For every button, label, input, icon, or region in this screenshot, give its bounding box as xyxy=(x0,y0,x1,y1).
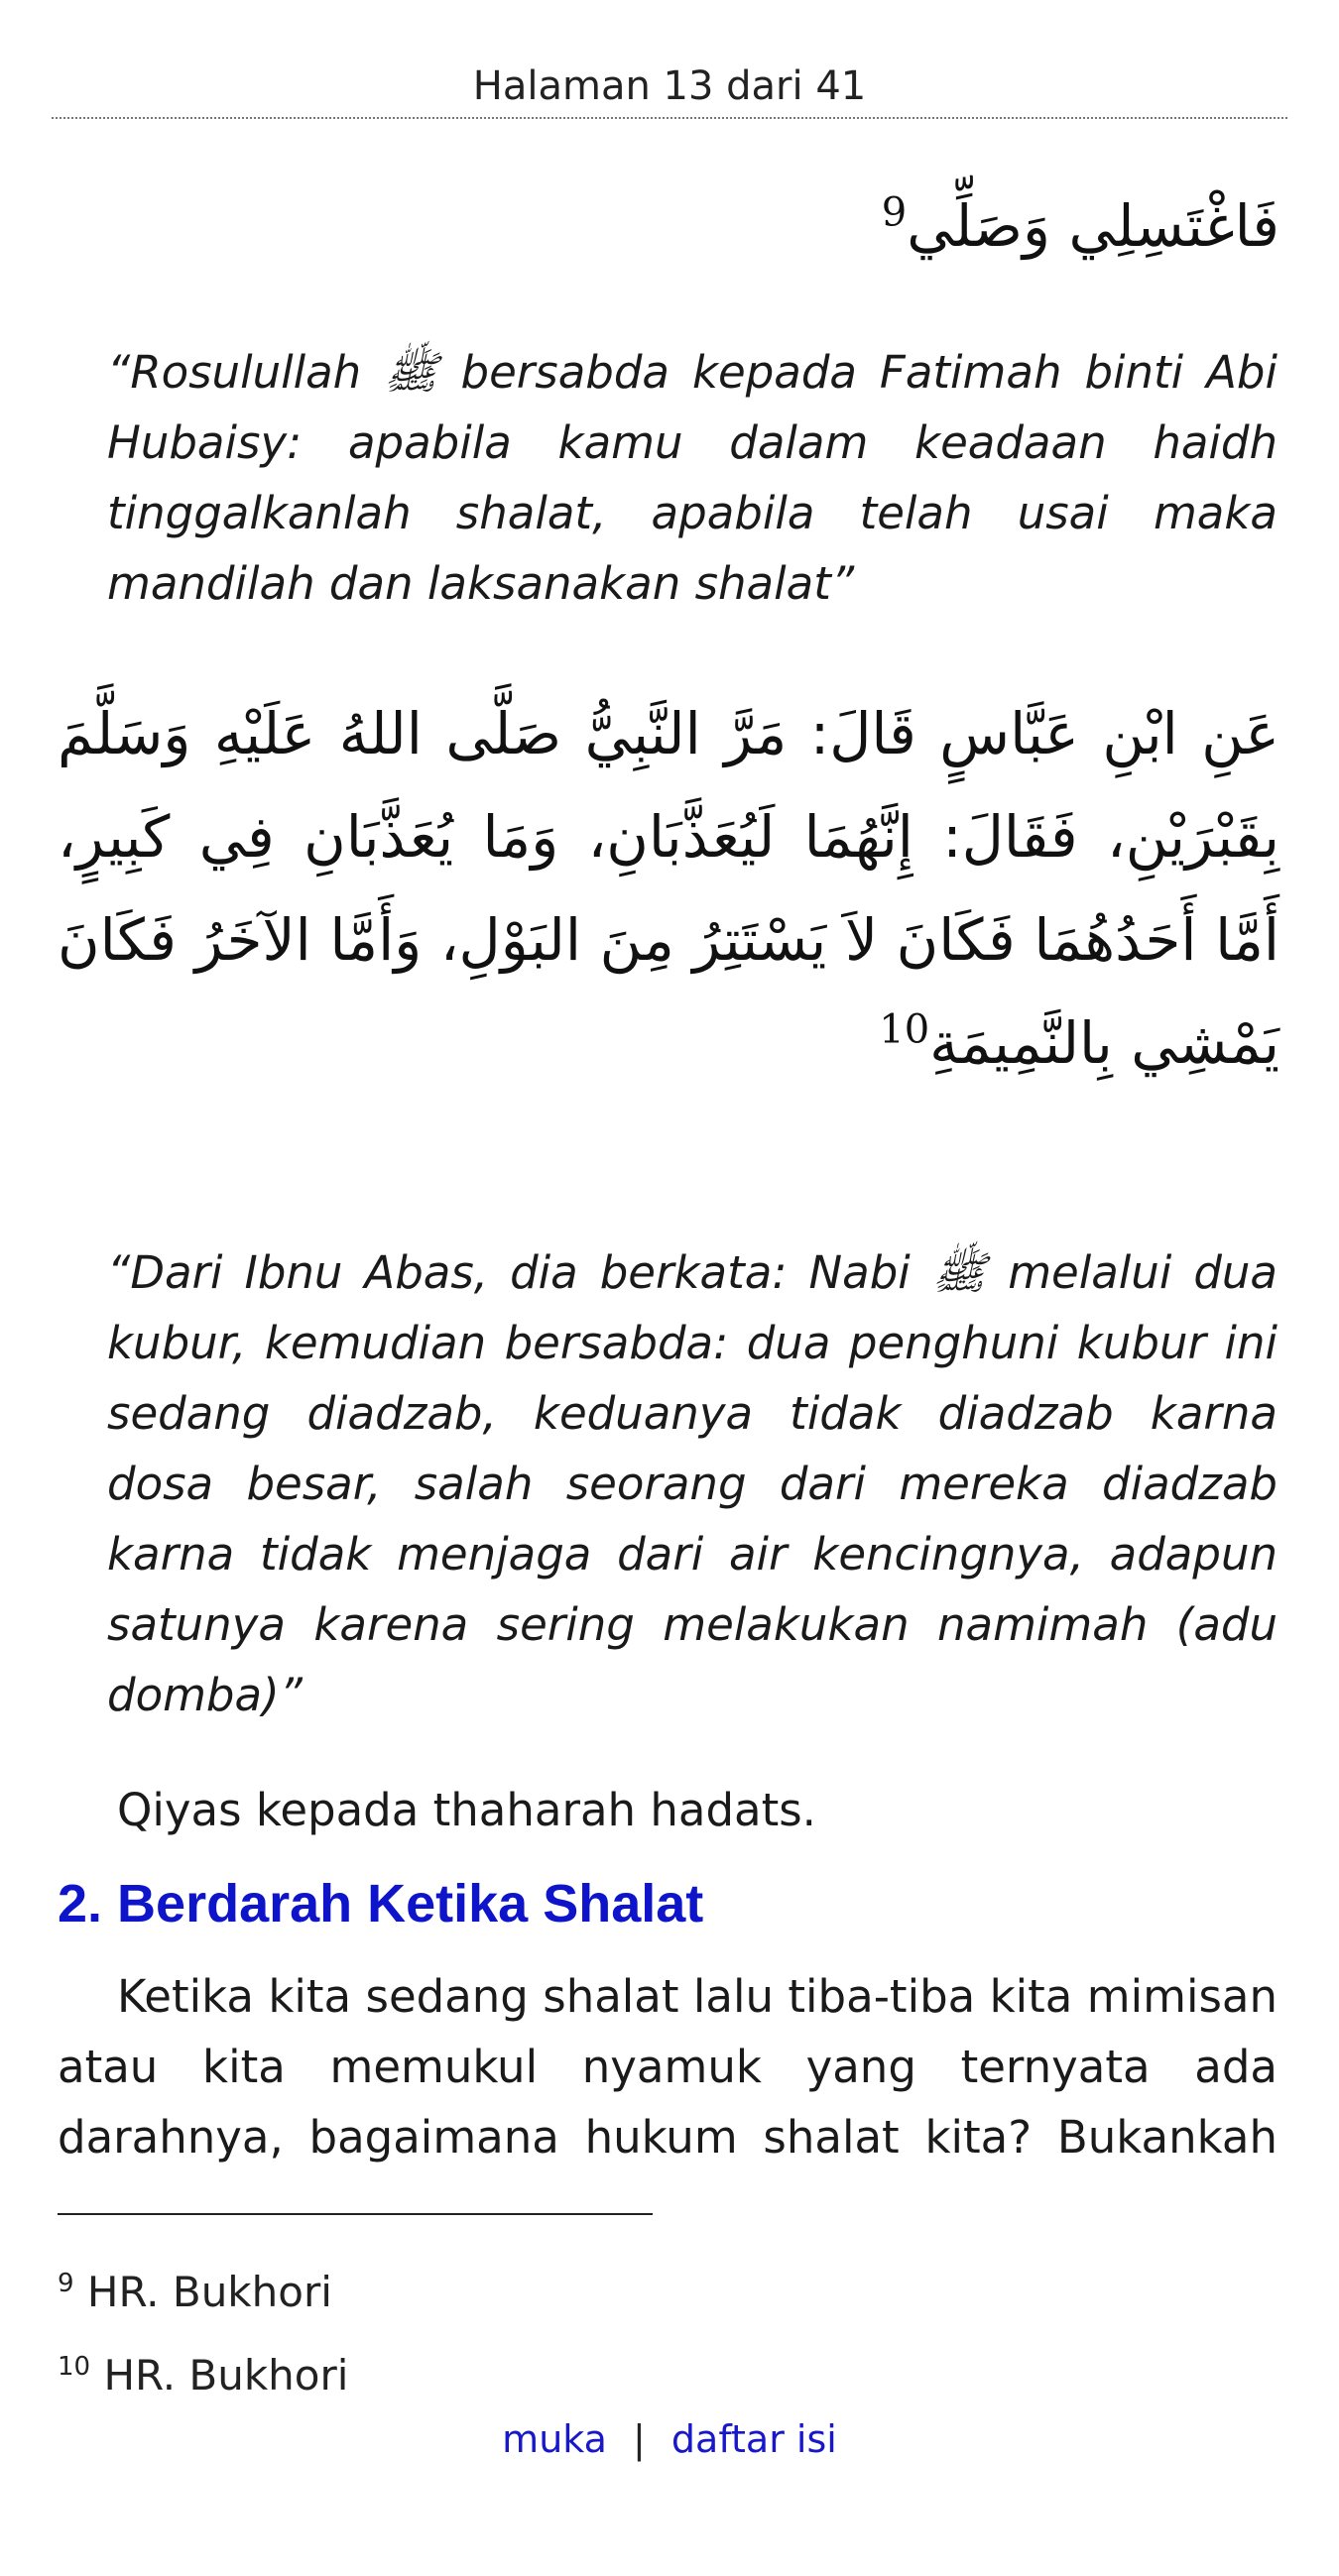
page-header xyxy=(52,56,1287,119)
qiyas-paragraph: Qiyas kepada thaharah hadats. xyxy=(117,1784,816,1836)
footnote-divider xyxy=(58,2213,653,2215)
footnote-number: 9 xyxy=(58,2269,74,2298)
footnote-10 xyxy=(58,2346,348,2405)
footnote-text: HR. Bukhori xyxy=(103,2351,349,2400)
translation-quote-2: “Dari Ibnu Abas, dia berkata: Nabi ﷺ melalui dua kubur, kemudian bersabda: dua penghuni kubur ini sedang diadzab, keduanya tidak diadzab karna dosa besar, salah seorang dari mereka diadzab karna tidak menjaga dari air kencingnya, adapun satunya karena sering melakukan namimah (adu domba)” xyxy=(107,1246,1278,1721)
table-of-contents-link[interactable]: daftar isi xyxy=(670,2417,837,2461)
arabic-hadith-2 xyxy=(58,682,1279,1095)
nav-separator: | xyxy=(633,2417,646,2461)
footnote-ref-9[interactable]: 9 xyxy=(881,189,908,236)
translation-quote-1: “Rosulullah ﷺ bersabda kepada Fatimah binti Abi Hubaisy: apabila kamu dalam keadaan haidh tinggalkanlah shalat, apabila telah usai maka mandilah dan laksanakan shalat” xyxy=(107,346,1278,610)
arabic-text-1: فَاغْتَسِلِي وَصَلِّي xyxy=(907,192,1279,260)
home-link[interactable]: muka xyxy=(502,2417,607,2461)
section-heading: 2. Berdarah Ketika Shalat xyxy=(58,1874,704,1933)
arabic-hadith-1 xyxy=(387,176,1279,276)
footnote-ref-10[interactable]: 10 xyxy=(879,1006,930,1053)
page-navigation xyxy=(0,2409,1339,2469)
page-number-label: Halaman 13 dari 41 xyxy=(472,63,867,109)
arabic-text-2: عَنِ ابْنِ عَبَّاسٍ قَالَ: مَرَّ النَّبِيُّ صَلَّى اللهُ عَلَيْهِ وَسَلَّمَ بِقَبْرَيْنِ، فَقَالَ: إِنَّهُمَا لَيُعَذَّبَانِ، وَمَا يُعَذَّبَانِ فِي كَبِيرٍ، أَمَّا أَحَدُهُمَا فَكَانَ لاَ يَسْتَتِرُ مِنَ البَوْلِ، وَأَمَّا الآخَرُ فَكَانَ يَمْشِي بِالنَّمِيمَةِ xyxy=(58,700,1279,1077)
footnote-number: 10 xyxy=(58,2352,91,2382)
footnote-text: HR. Bukhori xyxy=(86,2268,332,2316)
section-body-paragraph: Ketika kita sedang shalat lalu tiba-tiba kita mimisan atau kita memukul nyamuk yang ternyata ada darahnya, bagaimana hukum shalat kita? Bukankah xyxy=(58,1970,1278,2164)
footnote-9 xyxy=(58,2263,332,2322)
